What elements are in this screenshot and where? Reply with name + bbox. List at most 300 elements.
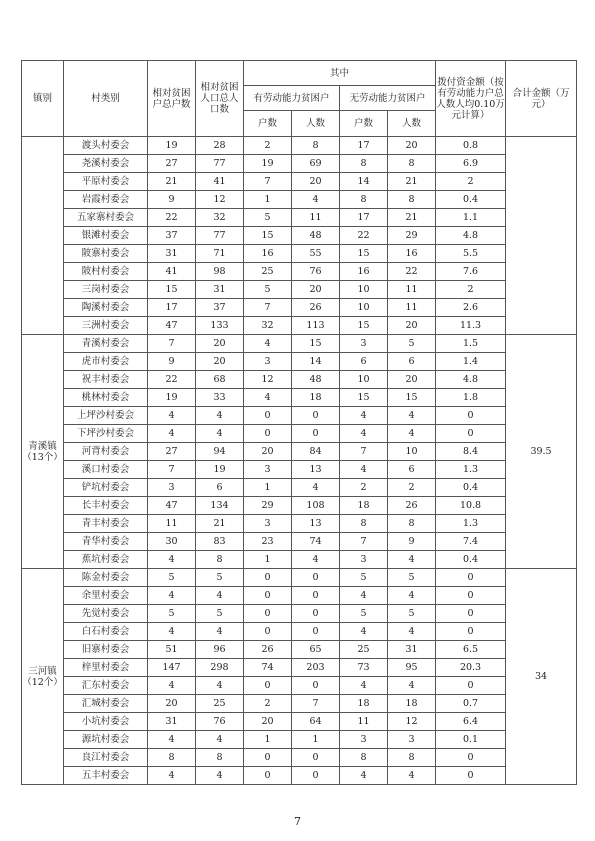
header-village-type: 村类别 xyxy=(64,61,148,137)
nolabor-households-cell: 8 xyxy=(340,155,388,173)
funds-cell: 1.5 xyxy=(436,335,506,353)
labor-people-cell: 108 xyxy=(292,497,340,515)
nolabor-households-cell: 4 xyxy=(340,623,388,641)
total-population-cell: 5 xyxy=(196,605,244,623)
header-with-labor-households: 户数 xyxy=(244,111,292,137)
total-households-cell: 4 xyxy=(148,767,196,785)
nolabor-people-cell: 8 xyxy=(388,515,436,533)
labor-households-cell: 5 xyxy=(244,281,292,299)
labor-people-cell: 0 xyxy=(292,605,340,623)
labor-households-cell: 5 xyxy=(244,209,292,227)
table-header xyxy=(22,61,577,137)
total-population-cell: 68 xyxy=(196,371,244,389)
labor-households-cell: 1 xyxy=(244,551,292,569)
labor-people-cell: 0 xyxy=(292,569,340,587)
table-row xyxy=(22,263,577,281)
total-households-cell: 4 xyxy=(148,551,196,569)
labor-people-cell: 74 xyxy=(292,533,340,551)
nolabor-households-cell: 4 xyxy=(340,461,388,479)
funds-cell: 8.4 xyxy=(436,443,506,461)
nolabor-people-cell: 5 xyxy=(388,569,436,587)
total-households-cell: 31 xyxy=(148,713,196,731)
total-population-cell: 4 xyxy=(196,425,244,443)
village-name-cell: 良江村委会 xyxy=(64,749,148,767)
labor-households-cell: 3 xyxy=(244,515,292,533)
labor-people-cell: 15 xyxy=(292,335,340,353)
total-population-cell: 12 xyxy=(196,191,244,209)
village-name-cell: 梓里村委会 xyxy=(64,659,148,677)
funds-cell: 0 xyxy=(436,569,506,587)
total-households-cell: 19 xyxy=(148,137,196,155)
nolabor-households-cell: 17 xyxy=(340,137,388,155)
nolabor-people-cell: 4 xyxy=(388,587,436,605)
labor-people-cell: 18 xyxy=(292,389,340,407)
village-name-cell: 五丰村委会 xyxy=(64,767,148,785)
table-row xyxy=(22,425,577,443)
total-population-cell: 20 xyxy=(196,353,244,371)
table-row xyxy=(22,767,577,785)
total-population-cell: 25 xyxy=(196,695,244,713)
nolabor-people-cell: 18 xyxy=(388,695,436,713)
village-name-cell: 祝丰村委会 xyxy=(64,371,148,389)
village-name-cell: 溪口村委会 xyxy=(64,461,148,479)
total-households-cell: 11 xyxy=(148,515,196,533)
village-name-cell: 余里村委会 xyxy=(64,587,148,605)
total-households-cell: 27 xyxy=(148,155,196,173)
labor-people-cell: 1 xyxy=(292,731,340,749)
header-total-funds: 合计金额（万元） xyxy=(506,61,577,137)
nolabor-households-cell: 6 xyxy=(340,353,388,371)
table-row xyxy=(22,227,577,245)
total-population-cell: 4 xyxy=(196,767,244,785)
nolabor-households-cell: 8 xyxy=(340,515,388,533)
labor-households-cell: 12 xyxy=(244,371,292,389)
total-population-cell: 83 xyxy=(196,533,244,551)
labor-people-cell: 0 xyxy=(292,677,340,695)
funds-cell: 1.1 xyxy=(436,209,506,227)
labor-people-cell: 64 xyxy=(292,713,340,731)
funds-cell: 1.3 xyxy=(436,515,506,533)
nolabor-households-cell: 3 xyxy=(340,335,388,353)
funds-cell: 1.3 xyxy=(436,461,506,479)
labor-households-cell: 32 xyxy=(244,317,292,335)
labor-people-cell: 4 xyxy=(292,479,340,497)
funds-cell: 0 xyxy=(436,677,506,695)
village-name-cell: 白石村委会 xyxy=(64,623,148,641)
labor-households-cell: 3 xyxy=(244,461,292,479)
total-population-cell: 134 xyxy=(196,497,244,515)
labor-people-cell: 48 xyxy=(292,371,340,389)
total-population-cell: 4 xyxy=(196,407,244,425)
total-population-cell: 77 xyxy=(196,155,244,173)
nolabor-people-cell: 16 xyxy=(388,245,436,263)
funds-cell: 0 xyxy=(436,587,506,605)
nolabor-people-cell: 4 xyxy=(388,767,436,785)
village-name-cell: 五家寨村委会 xyxy=(64,209,148,227)
funds-cell: 4.8 xyxy=(436,371,506,389)
village-name-cell: 陶溪村委会 xyxy=(64,299,148,317)
header-households: 相对贫困户总户数 xyxy=(148,61,196,137)
labor-households-cell: 7 xyxy=(244,299,292,317)
nolabor-people-cell: 21 xyxy=(388,209,436,227)
table-row xyxy=(22,641,577,659)
nolabor-households-cell: 15 xyxy=(340,389,388,407)
total-households-cell: 4 xyxy=(148,587,196,605)
labor-people-cell: 113 xyxy=(292,317,340,335)
total-population-cell: 8 xyxy=(196,551,244,569)
nolabor-people-cell: 4 xyxy=(388,677,436,695)
labor-people-cell: 14 xyxy=(292,353,340,371)
table-row xyxy=(22,479,577,497)
total-households-cell: 8 xyxy=(148,749,196,767)
funds-cell: 0.1 xyxy=(436,731,506,749)
village-name-cell: 三洲村委会 xyxy=(64,317,148,335)
total-population-cell: 31 xyxy=(196,281,244,299)
table-row xyxy=(22,281,577,299)
total-households-cell: 4 xyxy=(148,407,196,425)
labor-people-cell: 8 xyxy=(292,137,340,155)
nolabor-people-cell: 15 xyxy=(388,389,436,407)
village-name-cell: 陂寨村委会 xyxy=(64,245,148,263)
total-funds-cell: 39.5 xyxy=(506,335,577,569)
nolabor-households-cell: 7 xyxy=(340,533,388,551)
village-name-cell: 桃林村委会 xyxy=(64,389,148,407)
total-population-cell: 32 xyxy=(196,209,244,227)
labor-households-cell: 74 xyxy=(244,659,292,677)
funds-cell: 1.8 xyxy=(436,389,506,407)
village-name-cell: 陂村村委会 xyxy=(64,263,148,281)
funds-cell: 11.3 xyxy=(436,317,506,335)
table-row xyxy=(22,569,577,587)
funds-cell: 0.7 xyxy=(436,695,506,713)
labor-people-cell: 13 xyxy=(292,515,340,533)
town-cell: 青溪镇（13个） xyxy=(22,335,64,569)
total-households-cell: 5 xyxy=(148,569,196,587)
funds-cell: 0.4 xyxy=(436,191,506,209)
total-population-cell: 28 xyxy=(196,137,244,155)
total-population-cell: 298 xyxy=(196,659,244,677)
nolabor-households-cell: 2 xyxy=(340,479,388,497)
labor-households-cell: 25 xyxy=(244,263,292,281)
labor-people-cell: 65 xyxy=(292,641,340,659)
header-funds: 拨付资金额（按有劳动能力户总人数人均0.10万元计算） xyxy=(436,61,506,137)
funds-cell: 20.3 xyxy=(436,659,506,677)
village-name-cell: 尧溪村委会 xyxy=(64,155,148,173)
labor-people-cell: 48 xyxy=(292,227,340,245)
village-name-cell: 上坪沙村委会 xyxy=(64,407,148,425)
labor-households-cell: 0 xyxy=(244,605,292,623)
nolabor-people-cell: 2 xyxy=(388,479,436,497)
funds-cell: 0.4 xyxy=(436,479,506,497)
table-row xyxy=(22,407,577,425)
village-name-cell: 虎市村委会 xyxy=(64,353,148,371)
total-population-cell: 20 xyxy=(196,335,244,353)
village-name-cell: 平原村委会 xyxy=(64,173,148,191)
total-funds-cell-continued xyxy=(506,137,577,335)
total-population-cell: 4 xyxy=(196,731,244,749)
funds-cell: 0 xyxy=(436,749,506,767)
village-name-cell: 汇城村委会 xyxy=(64,695,148,713)
nolabor-households-cell: 73 xyxy=(340,659,388,677)
total-population-cell: 94 xyxy=(196,443,244,461)
total-population-cell: 33 xyxy=(196,389,244,407)
nolabor-households-cell: 18 xyxy=(340,695,388,713)
nolabor-people-cell: 4 xyxy=(388,407,436,425)
nolabor-households-cell: 14 xyxy=(340,173,388,191)
nolabor-households-cell: 11 xyxy=(340,713,388,731)
nolabor-people-cell: 5 xyxy=(388,605,436,623)
table-row xyxy=(22,443,577,461)
village-name-cell: 渡头村委会 xyxy=(64,137,148,155)
nolabor-households-cell: 15 xyxy=(340,245,388,263)
table-row xyxy=(22,155,577,173)
table-row xyxy=(22,623,577,641)
total-population-cell: 4 xyxy=(196,587,244,605)
labor-people-cell: 7 xyxy=(292,695,340,713)
nolabor-people-cell: 11 xyxy=(388,281,436,299)
nolabor-households-cell: 17 xyxy=(340,209,388,227)
table-row xyxy=(22,533,577,551)
village-name-cell: 蕉坑村委会 xyxy=(64,551,148,569)
table-row xyxy=(22,371,577,389)
labor-people-cell: 76 xyxy=(292,263,340,281)
nolabor-people-cell: 4 xyxy=(388,425,436,443)
labor-people-cell: 0 xyxy=(292,407,340,425)
nolabor-people-cell: 3 xyxy=(388,731,436,749)
village-name-cell: 银滩村委会 xyxy=(64,227,148,245)
table-row xyxy=(22,299,577,317)
village-name-cell: 源坑村委会 xyxy=(64,731,148,749)
nolabor-households-cell: 4 xyxy=(340,587,388,605)
labor-people-cell: 55 xyxy=(292,245,340,263)
nolabor-people-cell: 8 xyxy=(388,191,436,209)
header-without-labor-households: 户数 xyxy=(340,111,388,137)
total-households-cell: 31 xyxy=(148,245,196,263)
funds-cell: 2.6 xyxy=(436,299,506,317)
table-row xyxy=(22,551,577,569)
village-name-cell: 小坑村委会 xyxy=(64,713,148,731)
labor-people-cell: 203 xyxy=(292,659,340,677)
labor-people-cell: 0 xyxy=(292,749,340,767)
total-population-cell: 5 xyxy=(196,569,244,587)
nolabor-people-cell: 10 xyxy=(388,443,436,461)
header-with-labor-people: 人数 xyxy=(292,111,340,137)
village-name-cell: 铲坑村委会 xyxy=(64,479,148,497)
total-households-cell: 51 xyxy=(148,641,196,659)
labor-people-cell: 0 xyxy=(292,623,340,641)
funds-cell: 6.4 xyxy=(436,713,506,731)
total-households-cell: 147 xyxy=(148,659,196,677)
total-households-cell: 7 xyxy=(148,461,196,479)
nolabor-households-cell: 5 xyxy=(340,605,388,623)
total-households-cell: 20 xyxy=(148,695,196,713)
table-row xyxy=(22,209,577,227)
header-without-labor: 无劳动能力贫困户 xyxy=(340,86,436,111)
total-households-cell: 30 xyxy=(148,533,196,551)
table-row xyxy=(22,245,577,263)
total-population-cell: 41 xyxy=(196,173,244,191)
labor-households-cell: 29 xyxy=(244,497,292,515)
table-row xyxy=(22,605,577,623)
nolabor-households-cell: 25 xyxy=(340,641,388,659)
total-households-cell: 7 xyxy=(148,335,196,353)
labor-households-cell: 7 xyxy=(244,173,292,191)
nolabor-people-cell: 6 xyxy=(388,461,436,479)
total-population-cell: 6 xyxy=(196,479,244,497)
total-households-cell: 17 xyxy=(148,299,196,317)
funds-cell: 10.8 xyxy=(436,497,506,515)
labor-households-cell: 2 xyxy=(244,695,292,713)
village-name-cell: 先觉村委会 xyxy=(64,605,148,623)
total-households-cell: 41 xyxy=(148,263,196,281)
table-row xyxy=(22,173,577,191)
labor-households-cell: 0 xyxy=(244,623,292,641)
nolabor-households-cell: 3 xyxy=(340,731,388,749)
nolabor-households-cell: 16 xyxy=(340,263,388,281)
funds-cell: 2 xyxy=(436,173,506,191)
nolabor-people-cell: 26 xyxy=(388,497,436,515)
labor-people-cell: 11 xyxy=(292,209,340,227)
labor-people-cell: 84 xyxy=(292,443,340,461)
table-row xyxy=(22,677,577,695)
labor-households-cell: 20 xyxy=(244,443,292,461)
total-population-cell: 19 xyxy=(196,461,244,479)
labor-people-cell: 69 xyxy=(292,155,340,173)
total-households-cell: 5 xyxy=(148,605,196,623)
nolabor-households-cell: 15 xyxy=(340,317,388,335)
total-households-cell: 47 xyxy=(148,497,196,515)
labor-people-cell: 4 xyxy=(292,191,340,209)
labor-households-cell: 20 xyxy=(244,713,292,731)
total-population-cell: 21 xyxy=(196,515,244,533)
total-households-cell: 4 xyxy=(148,425,196,443)
funds-cell: 6.9 xyxy=(436,155,506,173)
total-households-cell: 3 xyxy=(148,479,196,497)
funds-cell: 0 xyxy=(436,623,506,641)
nolabor-households-cell: 10 xyxy=(340,371,388,389)
header-of-which: 其中 xyxy=(244,61,436,86)
table-row xyxy=(22,515,577,533)
labor-people-cell: 20 xyxy=(292,281,340,299)
nolabor-households-cell: 4 xyxy=(340,767,388,785)
labor-people-cell: 0 xyxy=(292,425,340,443)
funds-cell: 2 xyxy=(436,281,506,299)
village-name-cell: 岩霞村委会 xyxy=(64,191,148,209)
header-with-labor: 有劳动能力贫困户 xyxy=(244,86,340,111)
nolabor-households-cell: 10 xyxy=(340,281,388,299)
total-households-cell: 47 xyxy=(148,317,196,335)
total-population-cell: 98 xyxy=(196,263,244,281)
funds-cell: 5.5 xyxy=(436,245,506,263)
total-households-cell: 9 xyxy=(148,353,196,371)
nolabor-households-cell: 22 xyxy=(340,227,388,245)
labor-people-cell: 4 xyxy=(292,551,340,569)
nolabor-people-cell: 5 xyxy=(388,335,436,353)
nolabor-people-cell: 4 xyxy=(388,623,436,641)
nolabor-households-cell: 7 xyxy=(340,443,388,461)
labor-people-cell: 26 xyxy=(292,299,340,317)
village-name-cell: 河背村委会 xyxy=(64,443,148,461)
funds-cell: 7.6 xyxy=(436,263,506,281)
total-households-cell: 27 xyxy=(148,443,196,461)
table-row xyxy=(22,497,577,515)
nolabor-households-cell: 8 xyxy=(340,191,388,209)
total-households-cell: 19 xyxy=(148,389,196,407)
nolabor-households-cell: 10 xyxy=(340,299,388,317)
table-row xyxy=(22,317,577,335)
table-row xyxy=(22,695,577,713)
nolabor-households-cell: 18 xyxy=(340,497,388,515)
total-households-cell: 4 xyxy=(148,623,196,641)
total-funds-cell: 34 xyxy=(506,569,577,785)
labor-households-cell: 0 xyxy=(244,569,292,587)
labor-households-cell: 4 xyxy=(244,335,292,353)
village-name-cell: 三岗村委会 xyxy=(64,281,148,299)
labor-households-cell: 0 xyxy=(244,425,292,443)
labor-households-cell: 1 xyxy=(244,191,292,209)
labor-households-cell: 1 xyxy=(244,731,292,749)
nolabor-people-cell: 9 xyxy=(388,533,436,551)
village-name-cell: 青丰村委会 xyxy=(64,515,148,533)
village-name-cell: 下坪沙村委会 xyxy=(64,425,148,443)
table-row xyxy=(22,389,577,407)
total-households-cell: 21 xyxy=(148,173,196,191)
nolabor-people-cell: 29 xyxy=(388,227,436,245)
table-row xyxy=(22,749,577,767)
labor-households-cell: 19 xyxy=(244,155,292,173)
nolabor-people-cell: 4 xyxy=(388,551,436,569)
total-population-cell: 4 xyxy=(196,677,244,695)
funds-cell: 0.8 xyxy=(436,137,506,155)
nolabor-people-cell: 8 xyxy=(388,155,436,173)
total-population-cell: 71 xyxy=(196,245,244,263)
nolabor-people-cell: 95 xyxy=(388,659,436,677)
funds-cell: 7.4 xyxy=(436,533,506,551)
nolabor-people-cell: 20 xyxy=(388,371,436,389)
funds-cell: 0 xyxy=(436,425,506,443)
funds-cell: 0.4 xyxy=(436,551,506,569)
nolabor-households-cell: 8 xyxy=(340,749,388,767)
total-households-cell: 15 xyxy=(148,281,196,299)
nolabor-households-cell: 4 xyxy=(340,677,388,695)
total-households-cell: 37 xyxy=(148,227,196,245)
page-number: 7 xyxy=(294,815,301,828)
funds-cell: 1.4 xyxy=(436,353,506,371)
header-without-labor-people: 人数 xyxy=(388,111,436,137)
labor-households-cell: 0 xyxy=(244,767,292,785)
nolabor-people-cell: 22 xyxy=(388,263,436,281)
table-row xyxy=(22,587,577,605)
nolabor-households-cell: 3 xyxy=(340,551,388,569)
labor-households-cell: 23 xyxy=(244,533,292,551)
village-name-cell: 青华村委会 xyxy=(64,533,148,551)
village-name-cell: 长丰村委会 xyxy=(64,497,148,515)
table-body xyxy=(22,137,577,785)
village-name-cell: 陈金村委会 xyxy=(64,569,148,587)
labor-households-cell: 26 xyxy=(244,641,292,659)
labor-households-cell: 4 xyxy=(244,389,292,407)
labor-people-cell: 0 xyxy=(292,767,340,785)
village-name-cell: 汇东村委会 xyxy=(64,677,148,695)
nolabor-people-cell: 8 xyxy=(388,749,436,767)
total-households-cell: 4 xyxy=(148,731,196,749)
total-population-cell: 8 xyxy=(196,749,244,767)
labor-people-cell: 13 xyxy=(292,461,340,479)
table-row xyxy=(22,191,577,209)
total-population-cell: 96 xyxy=(196,641,244,659)
header-population: 相对贫困人口总人口数 xyxy=(196,61,244,137)
total-households-cell: 4 xyxy=(148,677,196,695)
